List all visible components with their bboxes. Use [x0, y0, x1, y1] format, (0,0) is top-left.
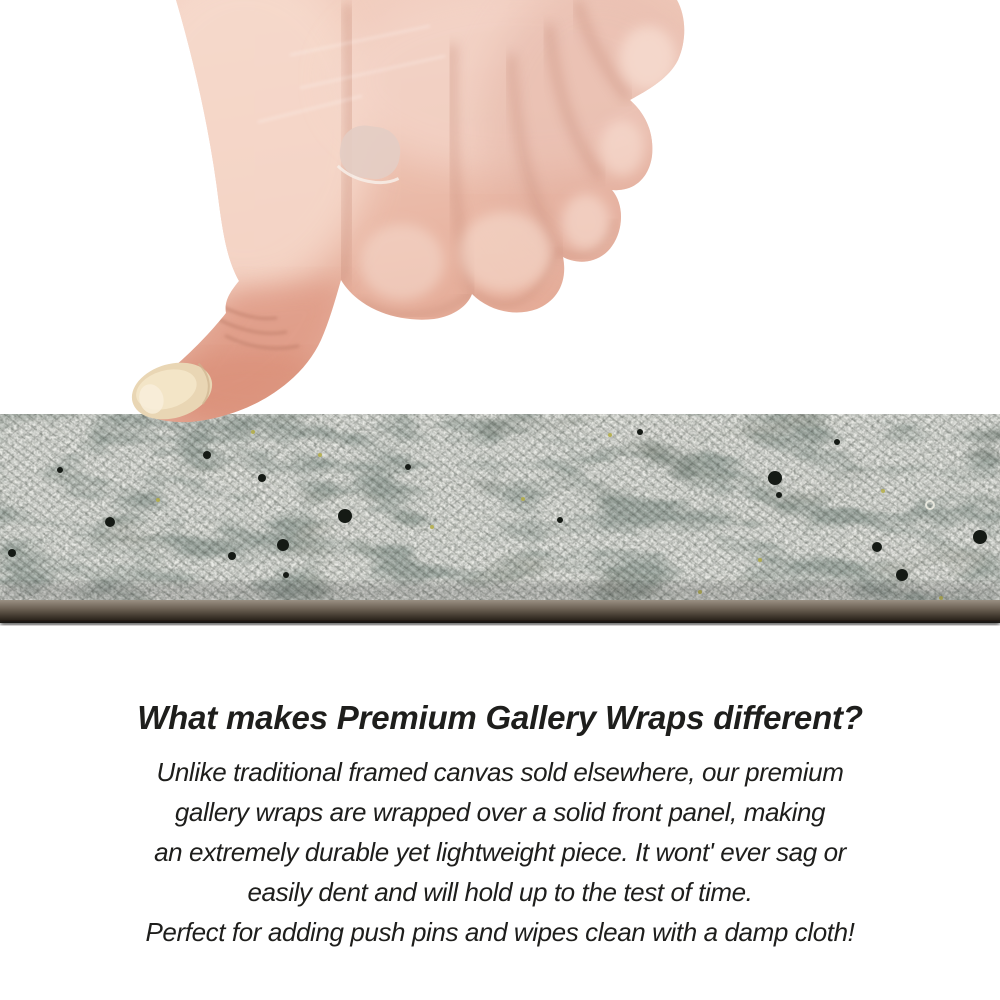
hand-pressing-illustration — [0, 0, 1000, 432]
description-line: gallery wraps are wrapped over a solid front panel, making — [174, 797, 826, 827]
panel-edge-shadow-line — [0, 621, 1000, 625]
hand-photo — [0, 0, 1000, 432]
description-line: Perfect for adding push pins and wipes clean with a damp cloth! — [145, 917, 855, 947]
canvas-fold-shadow — [0, 582, 1000, 602]
description-line: Unlike traditional framed canvas sold elsewhere, our premium — [156, 757, 844, 787]
canvas-texture — [0, 414, 1000, 628]
description-line: an extremely durable yet lightweight piece. It wont' ever sag or — [154, 837, 846, 867]
description-line: easily dent and will hold up to the test of time. — [247, 877, 753, 907]
canvas-panel-edge — [0, 600, 1000, 623]
caption-block — [0, 696, 1000, 952]
headline: What makes Premium Gallery Wraps different? — [137, 699, 863, 736]
canvas-edge-photo — [0, 414, 1000, 628]
